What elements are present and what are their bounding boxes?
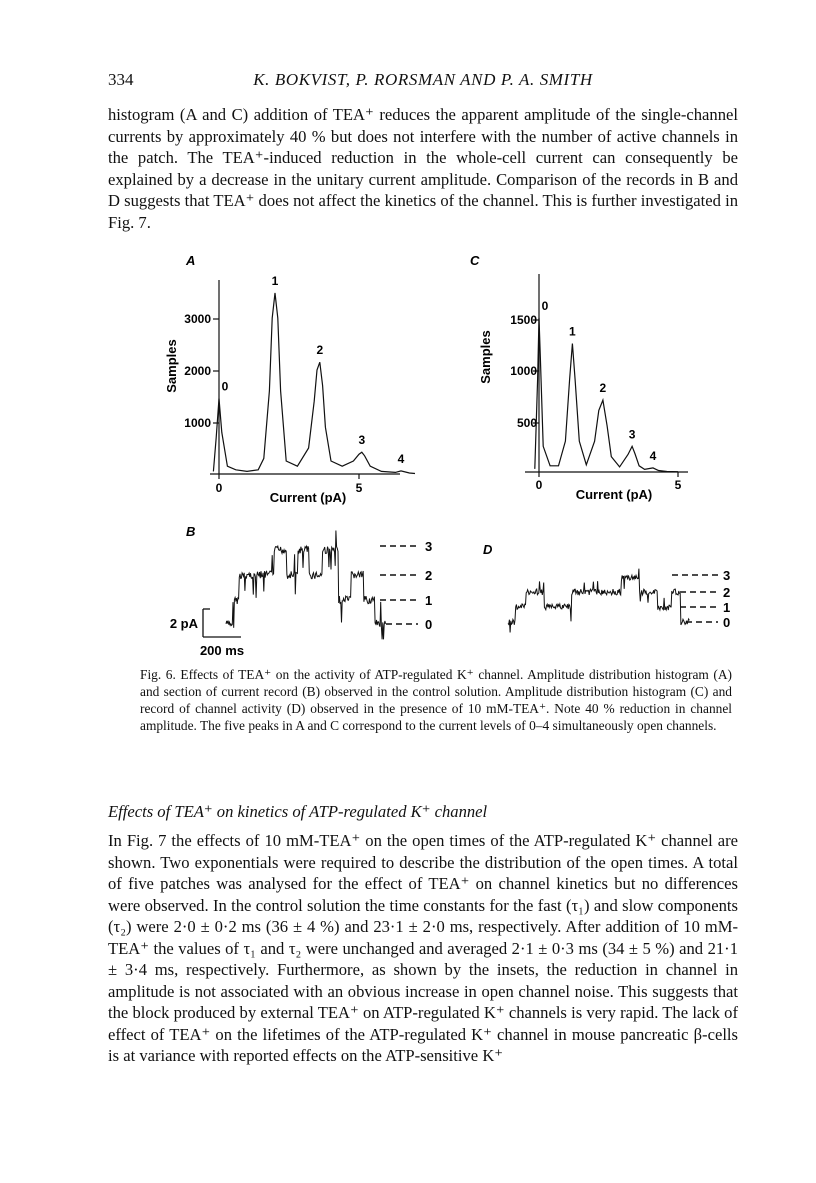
panel-label-a: A <box>186 253 196 268</box>
histogram-c-ytick-1000: 1000 <box>510 364 537 378</box>
histogram-a-ytick-3000: 3000 <box>184 312 211 326</box>
histogram-c-peak-0: 0 <box>541 298 549 313</box>
histogram-a-ytick-1000: 1000 <box>184 416 211 430</box>
current-trace-d <box>508 569 689 633</box>
panel-label-b: B <box>186 524 196 539</box>
level-d-0: 0 <box>723 615 731 630</box>
running-header-authors: K. BOKVIST, P. RORSMAN AND P. A. SMITH <box>253 70 593 89</box>
page-number: 334 <box>108 70 134 89</box>
histogram-c-ytick-500: 500 <box>516 416 537 430</box>
figure-caption: Fig. 6. Effects of TEA⁺ on the activity of ATP-regulated K⁺ channel. Amplitude distribution histogram (A) and section of current record (B) observed in the control solution. Amplitude distribution histogram (C) and record of channel activity (D) observed in the presence of 10 mM-TEA⁺. Note 40 % reduction in channel amplitude. The five peaks in A and C correspond to the current levels of 0–4 simultaneously open channels. <box>140 667 732 733</box>
histogram-c-peak-3: 3 <box>628 427 636 442</box>
panel-label-c: C <box>470 253 480 268</box>
level-dashes-b <box>380 546 418 624</box>
histogram-a-peak-2: 2 <box>316 343 324 358</box>
section-heading: Effects of TEA⁺ on kinetics of ATP-regulated K⁺ channel <box>108 802 488 821</box>
histogram-c-peak-1: 1 <box>569 324 576 339</box>
histogram-c-xtick-5: 5 <box>674 478 682 492</box>
histogram-c-ylabel: Samples <box>478 330 493 384</box>
histogram-a-ytick-2000: 2000 <box>184 364 211 378</box>
histogram-c-axes <box>525 274 688 477</box>
histogram-a-peak-1: 1 <box>271 274 279 288</box>
histogram-a-xtick-0: 0 <box>215 481 223 495</box>
histogram-c-ytick-1500: 1500 <box>510 313 537 327</box>
level-d-2: 2 <box>723 585 731 600</box>
body-paragraph: In Fig. 7 the effects of 10 mM-TEA⁺ on the open times of the ATP-regulated K⁺ channel are shown. Two exponentials were required to describe the distribution of the open times. A total of five patches was analysed for the effect of TEA⁺ on channel kinetics but no differences were observed. In the control solution the time constants for the fast (τ₁) and slow components (τ₂) were 2·0 ± 0·2 ms (36 ± 4 %) and 23·1 ± 2·0 ms, respectively. After addition of 10 mM-TEA⁺ the values of τ₁ and τ₂ were unchanged and averaged 2·1 ± 0·3 ms (34 ± 5 %) and 21·1 ± 3·4 ms, respectively. Furthermore, as shown by the insets, the reduction in channel in amplitude is not associated with an obvious increase in open channel noise. This suggests that the block produced by external TEA⁺ on ATP-regulated K⁺ channels is very rapid. The lack of effect of TEA⁺ on the lifetimes of the ATP-regulated K⁺ channel in mouse pancreatic β-cells is at variance with reported effects on the ATP-sensitive K⁺ <box>108 831 738 1065</box>
intro-paragraph: histogram (A and C) addition of TEA⁺ reduces the apparent amplitude of the single-channel currents by approximately 40 % but does not interfere with the number of active channels in the patch. The TEA⁺-induced reduction in the whole-cell current can consequently be explained by a decrease in the unitary current amplitude. Comparison of the records in B and D suggests that TEA⁺ does not affect the kinetics of the channel. This is further investigated in Fig. 7. <box>108 105 738 232</box>
histogram-c-curve <box>535 318 678 472</box>
histogram-c-xlabel: Current (pA) <box>575 487 653 502</box>
current-trace-b <box>226 531 386 640</box>
histogram-c-peak-labels <box>542 299 657 463</box>
level-b-0: 0 <box>425 617 433 632</box>
level-dashes-d <box>672 575 718 622</box>
level-b-3: 3 <box>425 539 433 554</box>
histogram-c-peak-2: 2 <box>599 381 607 396</box>
scale-bar <box>203 609 241 637</box>
histogram-a-ylabel: Samples <box>164 339 179 393</box>
histogram-c-xtick-0: 0 <box>535 478 543 492</box>
histogram-a-xtick-5: 5 <box>355 481 363 495</box>
level-b-1: 1 <box>425 593 433 608</box>
level-d-3: 3 <box>723 568 731 583</box>
histogram-a-peak-3: 3 <box>358 433 366 448</box>
histogram-c-peak-4: 4 <box>649 448 657 463</box>
histogram-a-curve <box>213 293 415 474</box>
histogram-a-xlabel: Current (pA) <box>269 490 347 505</box>
histogram-a-peak-0: 0 <box>221 379 229 394</box>
histogram-a-axes <box>210 280 400 479</box>
scale-bar-current: 2 pA <box>169 616 198 631</box>
level-d-1: 1 <box>723 600 731 615</box>
histogram-a-peak-4: 4 <box>397 451 405 466</box>
scale-bar-time: 200 ms <box>199 643 245 658</box>
histogram-a-peak-labels <box>222 274 405 466</box>
level-b-2: 2 <box>425 568 433 583</box>
panel-label-d: D <box>483 542 493 557</box>
